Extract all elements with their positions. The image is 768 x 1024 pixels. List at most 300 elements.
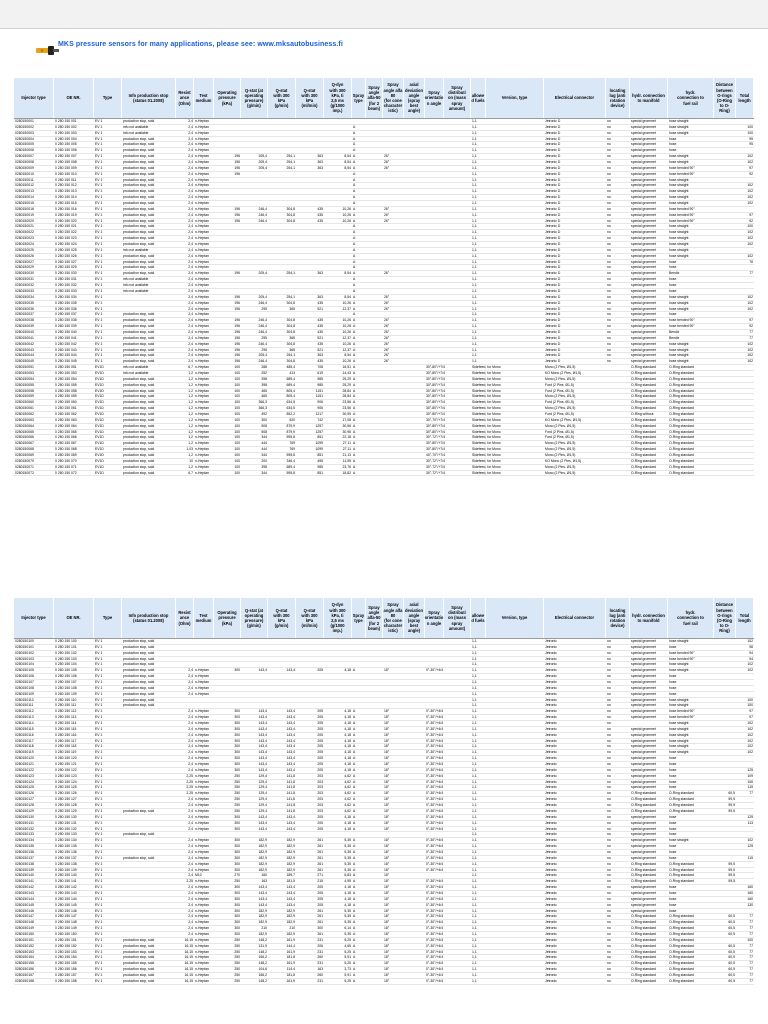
cell-allowed: 1,1	[472, 849, 477, 854]
cell-allowed: Sidefeed, for Mono	[472, 376, 501, 381]
cell-axial	[405, 137, 424, 142]
cell-qstat_ml: 906	[317, 406, 323, 411]
cell-allowed: 1,1	[472, 277, 477, 282]
cell-angle2: 18°	[384, 926, 390, 931]
cell-distance	[715, 850, 735, 855]
cell-oe: 0 280 150 111	[55, 703, 77, 708]
cell-lug: no	[607, 791, 611, 796]
cell-length: 102	[747, 662, 753, 667]
cell-angle	[367, 230, 382, 235]
cell-qdyn: 4,18	[344, 750, 351, 755]
cell-qstat_op: 143,4	[258, 726, 267, 731]
cell-axial	[405, 447, 424, 452]
cell-info	[123, 821, 175, 826]
cell-connector: KO Mono (2 Pins, Ø1,5)	[545, 458, 582, 463]
cell-hyd_mani: special grommet	[631, 154, 656, 159]
cell-length	[737, 447, 753, 452]
cell-distance: 60,5	[728, 914, 735, 919]
cell-spray: A	[353, 908, 356, 913]
cell-info: production stop, sold	[123, 236, 155, 241]
cell-qstat_ml: 363	[317, 353, 323, 358]
column-header-allowed: allowe d fuels	[471, 78, 486, 118]
cell-angle	[367, 394, 382, 399]
cell-hyd_mani: special grommet	[631, 908, 656, 913]
cell-hyd_rail: hose	[669, 136, 677, 141]
cell-oe: 0 280 150 136	[55, 849, 77, 854]
cell-qdyn	[325, 148, 351, 153]
cell-hyd_mani: special grommet	[631, 142, 656, 147]
cell-code: 0280150151	[15, 937, 34, 942]
cell-angle2: 18°	[384, 908, 390, 913]
cell-type: EV 1	[95, 130, 103, 135]
cell-lug: no	[607, 803, 611, 808]
column-header-version: Version, type	[486, 78, 544, 118]
viewer-top-strip	[0, 0, 768, 29]
cell-version	[487, 254, 543, 259]
cell-qstat_g: 689,4	[286, 382, 295, 387]
cell-length: 125	[747, 844, 753, 849]
cell-code: 0280150105	[15, 668, 34, 673]
cell-hyd_rail: hose straight	[669, 124, 689, 129]
cell-qdyn	[325, 283, 351, 288]
cell-resist: 1,2	[188, 435, 193, 440]
cell-lug	[607, 471, 629, 476]
cell-version	[487, 657, 543, 662]
cell-spray: A	[353, 715, 356, 720]
cell-orient	[426, 172, 443, 177]
cell-distrib	[445, 774, 470, 779]
cell-lug: no	[607, 201, 611, 206]
cell-axial	[405, 312, 424, 317]
cell-qdyn	[325, 178, 351, 183]
cell-resist: 2,4	[188, 177, 193, 182]
cell-hyd_rail: hose straight	[669, 662, 689, 667]
cell-orient	[426, 353, 443, 358]
cell-distrib	[445, 967, 470, 972]
cell-angle2: 18°	[384, 978, 390, 983]
cell-distance: 60,5	[728, 791, 735, 796]
cell-angle2: 18°	[384, 949, 390, 954]
cell-medium: n-Heptan	[195, 797, 209, 802]
cell-length	[737, 862, 753, 867]
cell-distance: 60,5	[728, 955, 735, 960]
cell-pressure: 300	[234, 738, 240, 743]
cell-type: EV 1	[95, 803, 103, 808]
cell-type: EV 1	[95, 855, 103, 860]
cell-axial	[405, 172, 424, 177]
cell-version	[487, 189, 543, 194]
cell-oe: 0 280 150 027	[55, 259, 77, 264]
cell-medium: n-Heptan	[195, 844, 209, 849]
column-header-resist: Resist ance (Ohm)	[176, 598, 194, 638]
column-header-info: Info production stop (status 01.2008)	[122, 78, 176, 118]
cell-allowed: 1,1	[472, 171, 477, 176]
cell-length	[737, 459, 753, 464]
cell-qstat_g: 689,4	[286, 376, 295, 381]
cell-angle2	[384, 265, 403, 270]
cell-orient: 30°-80°/+7/4	[426, 394, 446, 399]
cell-distrib	[445, 119, 470, 124]
cell-angle	[367, 160, 382, 165]
cell-qdyn: 4,62	[344, 791, 351, 796]
cell-allowed: 1,1	[472, 744, 477, 749]
cell-axial	[405, 651, 424, 656]
cell-info: production stop, sold	[123, 400, 155, 405]
cell-allowed: 1,1	[472, 732, 477, 737]
cell-connector: Jetronic D	[545, 242, 561, 247]
cell-hyd_mani: special grommet	[631, 820, 656, 825]
cell-axial	[405, 657, 424, 662]
cell-distrib	[445, 424, 470, 429]
cell-hyd_mani: special grommet	[631, 697, 656, 702]
cell-qstat_ml	[297, 686, 323, 691]
cell-medium: n-Heptan	[195, 937, 209, 942]
cell-version	[487, 260, 543, 265]
cell-distance	[715, 365, 735, 370]
cell-version	[487, 768, 543, 773]
cell-medium	[195, 703, 213, 708]
cell-type: EV 1	[95, 902, 103, 907]
cell-hyd_rail: hose straight	[669, 697, 689, 702]
cell-hyd_mani: O-Ring standard	[631, 791, 656, 796]
cell-allowed: 1,1	[472, 726, 477, 731]
cell-resist: 2,4	[188, 849, 193, 854]
banner-link[interactable]: MKS pressure sensors for many applications, please see: www.mksautobusiness.fi	[58, 41, 343, 48]
cell-type: EV 1	[95, 785, 103, 790]
cell-hyd_mani: special grommet	[631, 171, 656, 176]
cell-qstat_g: 143,4	[286, 750, 295, 755]
cell-pressure: 300	[234, 861, 240, 866]
cell-oe: 0 280 150 037	[55, 312, 77, 317]
cell-medium: n-Heptan	[195, 171, 209, 176]
cell-hyd_mani: O-Ring standard	[631, 376, 656, 381]
cell-pressure: 100	[234, 365, 240, 370]
cell-qstat_op: 143,4	[258, 715, 267, 720]
cell-info: production stop, sold	[123, 271, 155, 276]
cell-distrib	[445, 283, 470, 288]
cell-qdyn: 23,56	[342, 406, 351, 411]
cell-hyd_mani: special grommet	[631, 668, 656, 673]
cell-qstat_ml: 435	[317, 329, 323, 334]
cell-version	[487, 283, 543, 288]
cell-spray: A	[353, 441, 356, 446]
cell-medium: n-Heptan	[195, 902, 209, 907]
cell-qstat_op	[242, 224, 267, 229]
cell-resist: 6,7	[188, 470, 193, 475]
cell-angle2	[384, 224, 403, 229]
cell-length: 102	[747, 750, 753, 755]
cell-qstat_ml	[297, 703, 323, 708]
cell-axial	[405, 739, 424, 744]
cell-lug: no	[607, 955, 611, 960]
cell-length: 102	[747, 726, 753, 731]
cell-connector: Mono (2 Pins, Ø1,5)	[545, 394, 576, 399]
cell-allowed: Sidefeed, for Mono	[472, 441, 501, 446]
cell-lug: no	[607, 703, 611, 708]
cell-axial	[405, 703, 424, 708]
cell-connector: Jetronic D	[545, 347, 561, 352]
cell-distrib	[445, 897, 470, 902]
cell-hyd_mani: special grommet	[631, 855, 656, 860]
cell-hyd_mani: O-Ring standard	[631, 370, 656, 375]
cell-version	[487, 897, 543, 902]
cell-allowed: 1,1	[472, 288, 477, 293]
cell-qdyn	[325, 236, 351, 241]
cell-lug: no	[607, 797, 611, 802]
cell-axial	[405, 785, 424, 790]
cell-info: production stop, sold	[123, 972, 155, 977]
cell-qdyn: 8,54	[344, 294, 351, 299]
cell-orient: 0°-30°/+4/4	[426, 943, 444, 948]
cell-type: EV 1	[95, 341, 103, 346]
cell-qstat_ml: 985	[317, 382, 323, 387]
cell-oe: 0 280 150 105	[55, 668, 77, 673]
cell-distrib	[445, 979, 470, 984]
cell-allowed: 1,1	[472, 148, 477, 153]
cell-resist: 1,2	[188, 394, 193, 399]
cell-angle	[367, 183, 382, 188]
cell-axial	[405, 838, 424, 843]
cell-qdyn: 4,18	[344, 726, 351, 731]
cell-oe: 0 280 150 067	[55, 441, 77, 446]
cell-orient	[426, 873, 443, 878]
cell-qdyn: 10,26	[342, 359, 351, 364]
cell-distance	[715, 692, 735, 697]
cell-axial	[405, 465, 424, 470]
cell-spray: A	[353, 411, 356, 416]
cell-angle2	[384, 125, 403, 130]
cell-length: 77	[749, 955, 753, 960]
cell-qstat_op: 288	[261, 365, 267, 370]
cell-connector: Jetronic	[545, 902, 557, 907]
cell-hyd_mani: special grommet	[631, 306, 656, 311]
cell-resist: 2,4	[188, 931, 193, 936]
cell-hyd_mani: special grommet	[631, 136, 656, 141]
cell-angle2	[384, 662, 403, 667]
cell-spray	[353, 692, 365, 697]
cell-resist: 1,2	[188, 429, 193, 434]
cell-axial	[405, 950, 424, 955]
cell-qdyn	[325, 832, 351, 837]
cell-qdyn: 5,91	[344, 972, 351, 977]
cell-orient: 0°-30°/+4/4	[426, 931, 444, 936]
cell-qstat_ml	[297, 645, 323, 650]
cell-angle	[367, 172, 382, 177]
cell-hyd_mani: O-Ring standard	[631, 967, 656, 972]
cell-oe: 0 280 150 026	[55, 253, 77, 258]
cell-hyd_rail: hose	[669, 902, 677, 907]
cell-pressure: 100	[234, 370, 240, 375]
cell-length	[737, 424, 753, 429]
cell-angle2: 18°	[384, 803, 390, 808]
cell-distance	[715, 224, 735, 229]
cell-medium: n-Heptan	[195, 879, 209, 884]
cell-angle	[367, 879, 382, 884]
cell-orient	[426, 236, 443, 241]
cell-medium: n-Heptan	[195, 961, 209, 966]
cell-hyd_rail: hose straight	[669, 119, 689, 123]
cell-hyd_rail: O-Ring standard	[669, 458, 694, 463]
cell-angle	[367, 447, 382, 452]
cell-qdyn: 27,11	[342, 447, 351, 452]
cell-code: 0280150039	[15, 324, 34, 329]
cell-allowed: Sidefeed, for Mono	[472, 394, 501, 399]
cell-info: production stop, sold	[123, 955, 155, 960]
cell-connector: Jetronic D	[545, 130, 561, 135]
cell-resist: 1,2	[188, 400, 193, 405]
cell-distrib	[445, 733, 470, 738]
cell-distrib	[445, 727, 470, 732]
cell-lug: no	[607, 165, 611, 170]
cell-code: 0280150065	[15, 429, 34, 434]
cell-resist: 2,4	[188, 148, 193, 153]
cell-oe: 0 280 150 036	[55, 306, 77, 311]
cell-version	[487, 465, 543, 470]
cell-hyd_rail: O-Ring standard	[669, 949, 694, 954]
cell-hyd_rail: hose	[669, 265, 677, 270]
cell-qstat_g: 143,4	[286, 726, 295, 731]
cell-qstat_g	[269, 832, 295, 837]
cell-distrib	[445, 961, 470, 966]
cell-version	[487, 154, 543, 159]
cell-lug: no	[607, 119, 611, 123]
cell-lug: no	[607, 674, 611, 679]
cell-connector: Jetronic	[545, 873, 557, 878]
cell-angle	[367, 295, 382, 300]
cell-qdyn: 5,35	[344, 861, 351, 866]
cell-qstat_ml: 985	[317, 464, 323, 469]
cell-code: 0280150147	[15, 914, 34, 919]
cell-oe: 0 280 150 118	[55, 744, 77, 749]
cell-distance	[715, 674, 735, 679]
cell-oe: 0 280 150 038	[55, 318, 77, 323]
cell-allowed: 1,1	[472, 195, 477, 200]
cell-version	[487, 301, 543, 306]
cell-angle2	[384, 657, 403, 662]
cell-allowed: 1,1	[472, 785, 477, 790]
cell-length: 76	[749, 259, 753, 264]
cell-distance	[715, 119, 735, 124]
cell-oe: 0 280 150 100	[55, 639, 77, 643]
cell-angle2: 18°	[384, 738, 390, 743]
cell-connector: Jetronic D	[545, 160, 561, 165]
cell-length	[737, 377, 753, 382]
cell-lug: no	[607, 341, 611, 346]
cell-version	[487, 230, 543, 235]
cell-version	[487, 295, 543, 300]
cell-qstat_g: 182,9	[286, 844, 295, 849]
cell-qstat_ml: 363	[317, 154, 323, 159]
cell-resist: 2,4	[188, 738, 193, 743]
cell-qstat_op	[242, 137, 267, 142]
cell-distrib	[445, 674, 470, 679]
cell-qstat_op	[242, 289, 267, 294]
cell-oe: 0 280 150 068	[55, 447, 77, 452]
cell-connector: Jetronic D	[545, 224, 561, 229]
cell-pressure: 300	[234, 920, 240, 925]
cell-axial	[405, 862, 424, 867]
cell-qstat_ml: 205	[317, 756, 323, 761]
column-header-oe: OE NR.	[54, 598, 94, 638]
cell-angle2: 18°	[384, 744, 390, 749]
cell-version	[487, 336, 543, 341]
cell-qdyn: 5,35	[344, 838, 351, 843]
cell-spray: A	[353, 154, 356, 159]
cell-distance: 60,5	[728, 926, 735, 931]
cell-qstat_op: 148,2	[258, 949, 267, 954]
cell-length: 98	[749, 644, 753, 649]
cell-distrib	[445, 844, 470, 849]
cell-resist: 2,4	[188, 265, 193, 270]
cell-info: production stop, sold	[123, 691, 155, 696]
cell-version	[487, 698, 543, 703]
cell-resist: 1,2	[188, 411, 193, 416]
cell-axial	[405, 967, 424, 972]
cell-qdyn: 4,18	[344, 820, 351, 825]
cell-orient	[426, 832, 443, 837]
cell-code: 0280150153	[15, 949, 34, 954]
cell-type: EV1D	[95, 406, 104, 411]
cell-version	[487, 471, 543, 476]
cell-allowed: 1,1	[472, 867, 477, 872]
cell-hyd_rail: O-Ring standard	[669, 808, 694, 813]
cell-oe: 0 280 150 013	[55, 189, 77, 194]
cell-connector: Mono (2 Pins, Ø1,5)	[545, 464, 576, 469]
cell-pressure: 250	[234, 779, 240, 784]
cell-oe: 0 280 150 128	[55, 803, 77, 808]
cell-spray	[353, 698, 365, 703]
cell-length	[737, 289, 753, 294]
cell-length	[737, 909, 753, 914]
cell-code: 0280150072	[15, 470, 34, 475]
cell-type: EV 1	[95, 832, 103, 837]
cell-qstat_ml: 435	[317, 212, 323, 217]
cell-distance	[715, 254, 735, 259]
cell-qstat_ml: 203	[317, 808, 323, 813]
cell-pressure: 250	[234, 949, 240, 954]
cell-distance	[715, 142, 735, 147]
cell-info	[123, 780, 175, 785]
cell-distance: 59,5	[728, 879, 735, 884]
cell-distance	[715, 733, 735, 738]
cell-qdyn: 4,62	[344, 773, 351, 778]
cell-allowed: 1,1	[472, 253, 477, 258]
cell-qstat_g: 304,8	[286, 212, 295, 217]
cell-medium: n-Heptan	[195, 353, 209, 358]
cell-qstat_op: 129,4	[258, 785, 267, 790]
cell-version	[487, 394, 543, 399]
cell-angle2: 18°	[384, 890, 390, 895]
cell-resist: 1,2	[188, 376, 193, 381]
cell-length	[737, 248, 753, 253]
cell-version	[487, 727, 543, 732]
cell-qstat_op	[242, 236, 267, 241]
cell-distrib	[445, 926, 470, 931]
cell-distance	[715, 903, 735, 908]
cell-resist: 2,4	[188, 814, 193, 819]
cell-hyd_mani: special grommet	[631, 744, 656, 749]
cell-hyd_mani: special grommet	[631, 265, 656, 270]
cell-qstat_g: 413	[289, 370, 295, 375]
cell-pressure: 250	[234, 943, 240, 948]
cell-version	[487, 435, 543, 440]
cell-distance	[715, 821, 735, 826]
cell-type: EV 1	[95, 160, 103, 165]
cell-angle2: 18°	[384, 773, 390, 778]
cell-pressure: 100	[234, 441, 240, 446]
cell-code: 0280150016	[15, 206, 34, 211]
cell-code: 0280150127	[15, 797, 34, 802]
